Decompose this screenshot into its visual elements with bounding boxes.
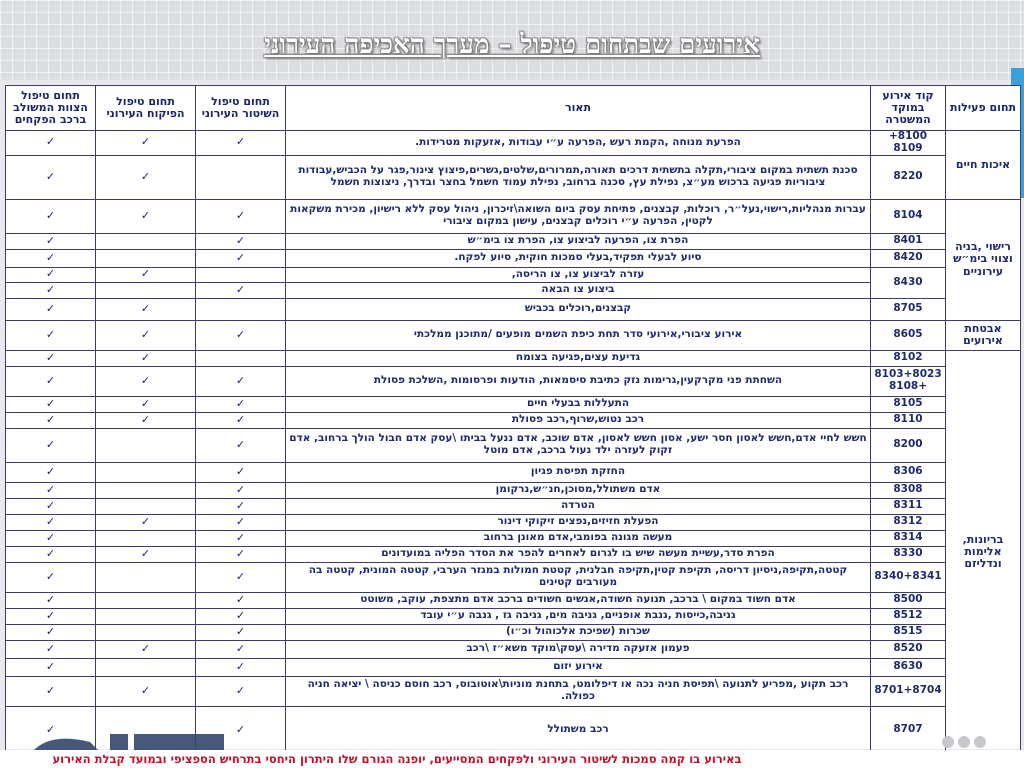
table-row bbox=[6, 267, 1021, 282]
responsibility-joint-cell bbox=[6, 199, 96, 233]
check-icon: ✓ bbox=[45, 530, 56, 544]
responsibility-joint-cell bbox=[6, 514, 96, 530]
check-icon: ✓ bbox=[235, 683, 246, 697]
check-icon: ✓ bbox=[140, 267, 151, 281]
responsibility-supervision-cell bbox=[96, 546, 196, 562]
event-description-cell: קבצנים,רוכלים בכביש bbox=[286, 298, 871, 320]
responsibility-supervision-cell bbox=[96, 412, 196, 428]
header-city-supervision: תחום טיפול הפיקוח העירוני bbox=[96, 86, 196, 131]
check-icon: ✓ bbox=[235, 437, 246, 451]
responsibility-police-cell bbox=[196, 298, 286, 320]
responsibility-joint-cell bbox=[6, 412, 96, 428]
header-code: קוד אירוע במוקד המשטרה bbox=[871, 86, 946, 131]
responsibility-police-cell bbox=[196, 199, 286, 233]
table-row bbox=[6, 562, 1021, 592]
check-icon: ✓ bbox=[235, 546, 246, 560]
event-description-cell: הפרת סדר,עשיית מעשה שיש בו לגרום לאחרים להפר את הסדר הפליה במועדונים bbox=[286, 546, 871, 562]
event-description-cell: החזקת תפיסת פגיון bbox=[286, 462, 871, 482]
event-code-cell: 8701+8704 bbox=[871, 676, 946, 706]
responsibility-supervision-cell bbox=[96, 624, 196, 640]
check-icon: ✓ bbox=[45, 373, 56, 387]
responsibility-supervision-cell bbox=[96, 592, 196, 608]
check-icon: ✓ bbox=[235, 722, 246, 736]
event-description-cell: פעמון אזעקה מדירה \עסק\מוקד משא״ז \רכב bbox=[286, 640, 871, 658]
responsibility-police-cell bbox=[196, 131, 286, 156]
check-icon: ✓ bbox=[45, 482, 56, 496]
event-code-cell: 8630 bbox=[871, 658, 946, 676]
check-icon: ✓ bbox=[45, 546, 56, 560]
check-icon: ✓ bbox=[140, 135, 151, 149]
responsibility-joint-cell bbox=[6, 267, 96, 282]
responsibility-joint-cell bbox=[6, 282, 96, 298]
event-code-cell: 8605 bbox=[871, 320, 946, 350]
event-code-cell: 8512 bbox=[871, 608, 946, 624]
logo-shape bbox=[30, 730, 230, 752]
responsibility-joint-cell bbox=[6, 249, 96, 267]
table-row bbox=[6, 298, 1021, 320]
check-icon: ✓ bbox=[235, 641, 246, 655]
event-description-cell: רכב תקוע ,מפריע לתנועה \תפיסת חניה נכה או דיפלומט, בתחנת מוניות\אוטובוס, רכב חוסם כניסה \ יציאה חניה כפולה. bbox=[286, 676, 871, 706]
table-row bbox=[6, 249, 1021, 267]
check-icon: ✓ bbox=[140, 683, 151, 697]
event-code-cell: 8105 bbox=[871, 396, 946, 412]
responsibility-supervision-cell bbox=[96, 562, 196, 592]
event-description-cell: הפרת צו, הפרעה לביצוע צו, הפרת צו בימ״ש bbox=[286, 233, 871, 249]
responsibility-joint-cell bbox=[6, 482, 96, 498]
event-description-cell: אירוע יזום bbox=[286, 658, 871, 676]
table-header-row bbox=[6, 86, 1021, 131]
responsibility-supervision-cell bbox=[96, 131, 196, 156]
responsibility-supervision-cell bbox=[96, 514, 196, 530]
decorative-dots bbox=[940, 735, 1000, 749]
event-description-cell: מעשה מגונה בפומבי,אדם מאונן ברחוב bbox=[286, 530, 871, 546]
responsibility-police-cell bbox=[196, 320, 286, 350]
responsibility-joint-cell bbox=[6, 233, 96, 249]
page-title: אירועים שבתחום טיפול – מערך האכיפה העירוני bbox=[264, 30, 760, 60]
event-code-cell: 8306 bbox=[871, 462, 946, 482]
event-code-cell: 8312 bbox=[871, 514, 946, 530]
responsibility-joint-cell bbox=[6, 546, 96, 562]
event-description-cell: אדם משתולל,מסוכן,חנ״ש,נרקומן bbox=[286, 482, 871, 498]
table-container bbox=[5, 85, 1020, 749]
table-row bbox=[6, 282, 1021, 298]
event-code-cell: 8100+ 8109 bbox=[871, 131, 946, 156]
check-icon: ✓ bbox=[45, 592, 56, 606]
responsibility-joint-cell bbox=[6, 155, 96, 199]
responsibility-supervision-cell bbox=[96, 482, 196, 498]
event-code-cell: 8500 bbox=[871, 592, 946, 608]
check-icon: ✓ bbox=[235, 250, 246, 264]
check-icon: ✓ bbox=[235, 464, 246, 478]
responsibility-police-cell bbox=[196, 233, 286, 249]
responsibility-joint-cell bbox=[6, 608, 96, 624]
responsibility-supervision-cell bbox=[96, 640, 196, 658]
table-row bbox=[6, 155, 1021, 199]
table-row bbox=[6, 428, 1021, 462]
event-code-cell: 8110 bbox=[871, 412, 946, 428]
table-row bbox=[6, 640, 1021, 658]
check-icon: ✓ bbox=[45, 208, 56, 222]
table-row bbox=[6, 546, 1021, 562]
event-description-cell: עזרה לביצוע צו, צו הריסה, bbox=[286, 267, 871, 282]
event-description-cell: הפרעת מנוחה ,הקמת רעש ,הפרעה ע״י עבודות ,אזעקות מטרידות. bbox=[286, 131, 871, 156]
event-code-cell: 8401 bbox=[871, 233, 946, 249]
table-row bbox=[6, 366, 1021, 396]
events-table bbox=[5, 85, 1021, 755]
responsibility-supervision-cell bbox=[96, 350, 196, 366]
responsibility-joint-cell bbox=[6, 640, 96, 658]
responsibility-joint-cell bbox=[6, 366, 96, 396]
responsibility-police-cell bbox=[196, 412, 286, 428]
check-icon: ✓ bbox=[235, 624, 246, 638]
responsibility-police-cell bbox=[196, 608, 286, 624]
check-icon: ✓ bbox=[140, 208, 151, 222]
table-row bbox=[6, 233, 1021, 249]
check-icon: ✓ bbox=[45, 350, 56, 364]
event-description-cell: אירוע ציבורי,אירועי סדר תחת כיפת השמים מופעים /מתוכנן ממלכתי bbox=[286, 320, 871, 350]
responsibility-joint-cell bbox=[6, 131, 96, 156]
check-icon: ✓ bbox=[235, 608, 246, 622]
event-description-cell: הטרדה bbox=[286, 498, 871, 514]
table-row bbox=[6, 131, 1021, 156]
check-icon: ✓ bbox=[140, 412, 151, 426]
responsibility-joint-cell bbox=[6, 530, 96, 546]
table-row bbox=[6, 482, 1021, 498]
check-icon: ✓ bbox=[235, 135, 246, 149]
check-icon: ✓ bbox=[45, 169, 56, 183]
responsibility-supervision-cell bbox=[96, 396, 196, 412]
check-icon: ✓ bbox=[45, 608, 56, 622]
event-description-cell: אדם חשוד במקום \ ברכב, תנועה חשודה,אנשים חשודים ברכב אדם מתצפת, עוקב, משוטט bbox=[286, 592, 871, 608]
check-icon: ✓ bbox=[235, 659, 246, 673]
responsibility-joint-cell bbox=[6, 396, 96, 412]
check-icon: ✓ bbox=[45, 282, 56, 296]
responsibility-supervision-cell bbox=[96, 676, 196, 706]
responsibility-police-cell bbox=[196, 462, 286, 482]
check-icon: ✓ bbox=[140, 641, 151, 655]
event-description-cell: רכב משתולל bbox=[286, 706, 871, 754]
check-icon: ✓ bbox=[45, 569, 56, 583]
check-icon: ✓ bbox=[45, 659, 56, 673]
footer-text: באירוע בו קמה סמכות לשיטור העירוני ולפקחים המסייעים, יופנה הגורם שלו היתרון היחסי בתרחיש הספציפי ובמועד קבלת האירוע bbox=[52, 752, 742, 766]
responsibility-police-cell bbox=[196, 546, 286, 562]
check-icon: ✓ bbox=[235, 233, 246, 247]
responsibility-joint-cell bbox=[6, 592, 96, 608]
logo-watermark bbox=[30, 728, 230, 752]
check-icon: ✓ bbox=[235, 530, 246, 544]
event-description-cell: השחתת פני מקרקעין,גרימות נזק כתיבת סיסמאות, הודעות ופרסומות ,השלכת פסולת bbox=[286, 366, 871, 396]
responsibility-supervision-cell bbox=[96, 320, 196, 350]
table-row bbox=[6, 514, 1021, 530]
event-code-cell: 8515 bbox=[871, 624, 946, 640]
table-row bbox=[6, 608, 1021, 624]
event-description-cell: גדיעת עצים,פגיעה בצומח bbox=[286, 350, 871, 366]
check-icon: ✓ bbox=[140, 350, 151, 364]
event-code-cell: 8420 bbox=[871, 249, 946, 267]
event-description-cell: חשש לחיי אדם,חשש לאסון חסר ישע, אסון חשש לאסון, אדם שוכב, אדם ננעל בביתו \עסק אדם חבול הולך ברחוב, אדם זקוק לעזרה ילד נעול ברכב, אדם מוטל bbox=[286, 428, 871, 462]
table-row bbox=[6, 676, 1021, 706]
header-area: תחום פעילות bbox=[946, 86, 1021, 131]
event-description-cell: התעללות בבעלי חיים bbox=[286, 396, 871, 412]
check-icon: ✓ bbox=[235, 514, 246, 528]
responsibility-supervision-cell bbox=[96, 462, 196, 482]
responsibility-police-cell bbox=[196, 482, 286, 498]
table-row bbox=[6, 592, 1021, 608]
responsibility-joint-cell bbox=[6, 428, 96, 462]
event-code-cell: 8330 bbox=[871, 546, 946, 562]
event-description-cell: סכנת תשתית במקום ציבורי,תקלה בתשתית דרכים תאורה,תמרורים,שלטים,גשרים,פיצוץ צינור,פגר על הכביש,עבודות ציבוריות פגיעה ברכוש מע״צ, נפילת עץ, סכנה ברחוב, נפילת עמוד חשמל בחצר ובדרך, ניצוצות חשמל bbox=[286, 155, 871, 199]
check-icon: ✓ bbox=[235, 412, 246, 426]
check-icon: ✓ bbox=[140, 301, 151, 315]
responsibility-police-cell bbox=[196, 658, 286, 676]
check-icon: ✓ bbox=[140, 373, 151, 387]
event-description-cell: ביצוע צו הבאה bbox=[286, 282, 871, 298]
event-description-cell: קטטה,תקיפה,ניסיון דריסה, תקיפת קטין,תקיפה חבלנית, קטטת חמולות במגזר הערבי, קטטה המונית, קטטה בה מעורבים קטינים bbox=[286, 562, 871, 592]
table-row bbox=[6, 320, 1021, 350]
responsibility-supervision-cell bbox=[96, 249, 196, 267]
check-icon: ✓ bbox=[45, 412, 56, 426]
responsibility-supervision-cell bbox=[96, 298, 196, 320]
event-description-cell: הפעלת חזיזים,נפצים זיקוקי דינור bbox=[286, 514, 871, 530]
table-row bbox=[6, 462, 1021, 482]
table-row bbox=[6, 530, 1021, 546]
area-cell: רישוי ,בניה וצווי בימ״ש עירוניים bbox=[946, 199, 1021, 320]
event-code-cell: 8314 bbox=[871, 530, 946, 546]
table-row bbox=[6, 412, 1021, 428]
responsibility-supervision-cell bbox=[96, 498, 196, 514]
table-body bbox=[6, 131, 1021, 755]
responsibility-supervision-cell bbox=[96, 155, 196, 199]
check-icon: ✓ bbox=[45, 396, 56, 410]
check-icon: ✓ bbox=[235, 327, 246, 341]
responsibility-joint-cell bbox=[6, 676, 96, 706]
table-row bbox=[6, 396, 1021, 412]
check-icon: ✓ bbox=[45, 683, 56, 697]
check-icon: ✓ bbox=[235, 282, 246, 296]
responsibility-police-cell bbox=[196, 155, 286, 199]
event-code-cell: 8102 bbox=[871, 350, 946, 366]
responsibility-police-cell bbox=[196, 514, 286, 530]
event-code-cell: 8520 bbox=[871, 640, 946, 658]
event-code-cell: 8200 bbox=[871, 428, 946, 462]
event-code-cell: 8707 bbox=[871, 706, 946, 754]
check-icon: ✓ bbox=[140, 546, 151, 560]
event-description-cell: עברות מנהליות,רישוי,נעל״ר, רוכלות, קבצנים, פתיחת עסק ביום השואה\זיכרון, ניהול עסק ללא רישיון, מכירת משקאות לקטין, הפרעה ע״י רוכלים קבצנים, עישון במקום ציבורי bbox=[286, 199, 871, 233]
check-icon: ✓ bbox=[45, 498, 56, 512]
check-icon: ✓ bbox=[45, 233, 56, 247]
event-code-cell: 8340+8341 bbox=[871, 562, 946, 592]
header-description: תאור bbox=[286, 86, 871, 131]
area-cell: איכות חיים bbox=[946, 131, 1021, 200]
check-icon: ✓ bbox=[140, 396, 151, 410]
table-row bbox=[6, 658, 1021, 676]
check-icon: ✓ bbox=[45, 641, 56, 655]
check-icon: ✓ bbox=[45, 267, 56, 281]
responsibility-police-cell bbox=[196, 676, 286, 706]
responsibility-joint-cell bbox=[6, 320, 96, 350]
check-icon: ✓ bbox=[235, 208, 246, 222]
table-row bbox=[6, 498, 1021, 514]
header-joint-team: תחום טיפול הצוות המשולב ברכב הפקחים bbox=[6, 86, 96, 131]
responsibility-supervision-cell bbox=[96, 267, 196, 282]
responsibility-joint-cell bbox=[6, 462, 96, 482]
event-code-cell: 8308 bbox=[871, 482, 946, 498]
area-cell: אבטחת אירועים bbox=[946, 320, 1021, 350]
check-icon: ✓ bbox=[235, 482, 246, 496]
responsibility-police-cell bbox=[196, 592, 286, 608]
check-icon: ✓ bbox=[45, 250, 56, 264]
check-icon: ✓ bbox=[45, 437, 56, 451]
responsibility-joint-cell bbox=[6, 562, 96, 592]
event-code-cell: 8220 bbox=[871, 155, 946, 199]
check-icon: ✓ bbox=[45, 624, 56, 638]
check-icon: ✓ bbox=[45, 135, 56, 149]
check-icon: ✓ bbox=[235, 592, 246, 606]
responsibility-joint-cell bbox=[6, 498, 96, 514]
responsibility-police-cell bbox=[196, 562, 286, 592]
footer-note bbox=[0, 750, 1024, 768]
responsibility-police-cell bbox=[196, 396, 286, 412]
responsibility-police-cell bbox=[196, 249, 286, 267]
responsibility-supervision-cell bbox=[96, 530, 196, 546]
header-city-police: תחום טיפול השיטור העירוני bbox=[196, 86, 286, 131]
event-code-cell: 8311 bbox=[871, 498, 946, 514]
table-row bbox=[6, 199, 1021, 233]
check-icon: ✓ bbox=[235, 373, 246, 387]
responsibility-joint-cell bbox=[6, 624, 96, 640]
responsibility-supervision-cell bbox=[96, 199, 196, 233]
table-row bbox=[6, 624, 1021, 640]
table-row bbox=[6, 350, 1021, 366]
event-code-cell: 8104 bbox=[871, 199, 946, 233]
responsibility-police-cell bbox=[196, 282, 286, 298]
responsibility-joint-cell bbox=[6, 658, 96, 676]
responsibility-joint-cell bbox=[6, 350, 96, 366]
check-icon: ✓ bbox=[140, 327, 151, 341]
responsibility-supervision-cell bbox=[96, 658, 196, 676]
responsibility-supervision-cell bbox=[96, 282, 196, 298]
event-code-cell: 8103+8023 +8108 bbox=[871, 366, 946, 396]
responsibility-joint-cell bbox=[6, 298, 96, 320]
check-icon: ✓ bbox=[45, 514, 56, 528]
responsibility-police-cell bbox=[196, 428, 286, 462]
area-cell: בריונות, אלימות ונדליזם bbox=[946, 350, 1021, 754]
check-icon: ✓ bbox=[45, 327, 56, 341]
responsibility-supervision-cell bbox=[96, 428, 196, 462]
responsibility-police-cell bbox=[196, 366, 286, 396]
check-icon: ✓ bbox=[235, 498, 246, 512]
responsibility-police-cell bbox=[196, 267, 286, 282]
event-description-cell: סיוע לבעלי תפקיד,בעלי סמכות חוקית, סיוע לפקח. bbox=[286, 249, 871, 267]
event-description-cell: גניבה,כייסות ,גנבת אופניים, גניבה מים, גניבה גז , גנבה ע״י עובד bbox=[286, 608, 871, 624]
check-icon: ✓ bbox=[235, 396, 246, 410]
responsibility-police-cell bbox=[196, 530, 286, 546]
event-description-cell: שכרות (שפיכת אלכוהול וכ״ו) bbox=[286, 624, 871, 640]
event-code-cell: 8430 bbox=[871, 267, 946, 298]
check-icon: ✓ bbox=[45, 722, 56, 736]
responsibility-supervision-cell bbox=[96, 608, 196, 624]
check-icon: ✓ bbox=[235, 569, 246, 583]
responsibility-police-cell bbox=[196, 624, 286, 640]
responsibility-supervision-cell bbox=[96, 233, 196, 249]
responsibility-supervision-cell bbox=[96, 366, 196, 396]
check-icon: ✓ bbox=[140, 514, 151, 528]
event-description-cell: רכב נטוש,שרוף,רכב פסולת bbox=[286, 412, 871, 428]
check-icon: ✓ bbox=[140, 169, 151, 183]
responsibility-police-cell bbox=[196, 498, 286, 514]
check-icon: ✓ bbox=[45, 464, 56, 478]
check-icon: ✓ bbox=[45, 301, 56, 315]
event-code-cell: 8705 bbox=[871, 298, 946, 320]
responsibility-police-cell bbox=[196, 350, 286, 366]
responsibility-police-cell bbox=[196, 640, 286, 658]
